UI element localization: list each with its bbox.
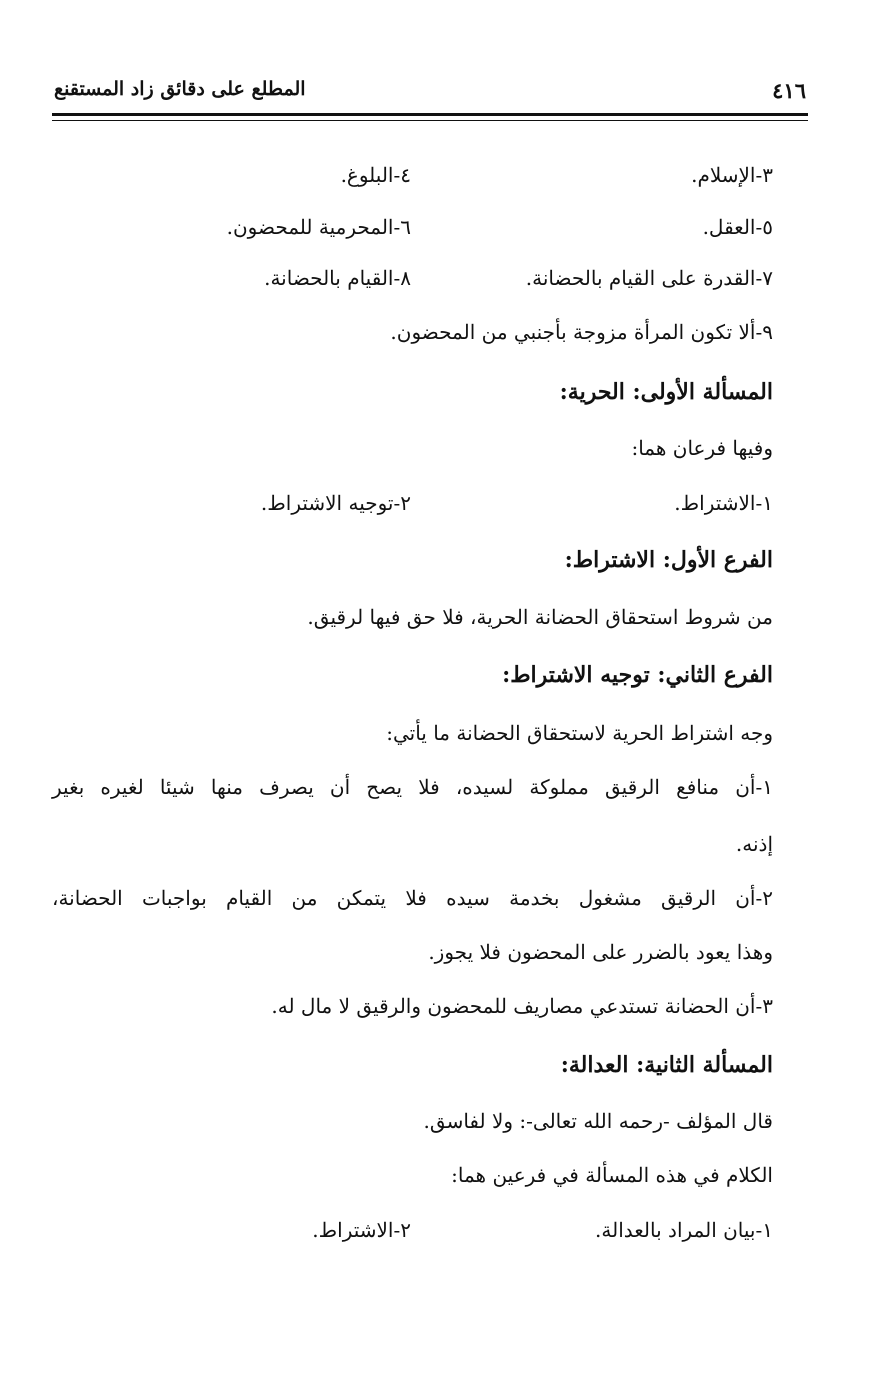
reason2-line1: ٢-أن الرقيق مشغول بخدمة سيده فلا يتمكن من القيام بواجبات الحضانة، <box>52 886 773 910</box>
issue1-item1: ١-الاشتراط. <box>674 491 773 515</box>
condition-4: ٤-البلوغ. <box>340 163 411 187</box>
issue1-item2: ٢-توجيه الاشتراط. <box>260 491 411 515</box>
issue2-item2: ٢-الاشتراط. <box>312 1218 411 1242</box>
reason1-line2: إذنه. <box>735 832 773 856</box>
branch2-intro: وجه اشتراط الحرية لاستحقاق الحضانة ما يأتي: <box>386 721 773 745</box>
issue1-intro: وفيها فرعان هما: <box>631 436 773 460</box>
issue2-intro: الكلام في هذه المسألة في فرعين هما: <box>451 1163 773 1187</box>
reason1-line1: ١-أن منافع الرقيق مملوكة لسيده، فلا يصح أن يصرف منها شيئا لغيره بغير <box>52 775 773 799</box>
branch1-text: من شروط استحقاق الحضانة الحرية، فلا حق فيها لرقيق. <box>307 605 773 629</box>
header-rule-thick <box>52 113 808 116</box>
page-number: ٤١٦ <box>772 78 806 103</box>
reason2-line2: وهذا يعود بالضرر على المحضون فلا يجوز. <box>428 940 773 964</box>
issue2-quote: قال المؤلف -رحمه الله تعالى-: ولا لفاسق. <box>423 1109 773 1133</box>
running-title: المطلع على دقائق زاد المستقنع <box>54 78 306 100</box>
branch1-heading: الفرع الأول: الاشتراط: <box>564 547 773 573</box>
page-header <box>52 78 808 106</box>
condition-5: ٥-العقل. <box>702 215 773 239</box>
reason3: ٣-أن الحضانة تستدعي مصاريف للمحضون والرقيق لا مال له. <box>271 994 773 1018</box>
issue1-heading: المسألة الأولى: الحرية: <box>559 379 773 405</box>
condition-8: ٨-القيام بالحضانة. <box>264 266 411 290</box>
issue2-heading: المسألة الثانية: العدالة: <box>560 1052 773 1078</box>
issue2-item1: ١-بيان المراد بالعدالة. <box>595 1218 773 1242</box>
condition-6: ٦-المحرمية للمحضون. <box>226 215 411 239</box>
header-rule-thin <box>52 120 808 121</box>
condition-3: ٣-الإسلام. <box>691 163 773 187</box>
condition-9: ٩-ألا تكون المرأة مزوجة بأجنبي من المحضون. <box>390 320 773 344</box>
branch2-heading: الفرع الثاني: توجيه الاشتراط: <box>502 662 773 688</box>
condition-7: ٧-القدرة على القيام بالحضانة. <box>525 266 773 290</box>
